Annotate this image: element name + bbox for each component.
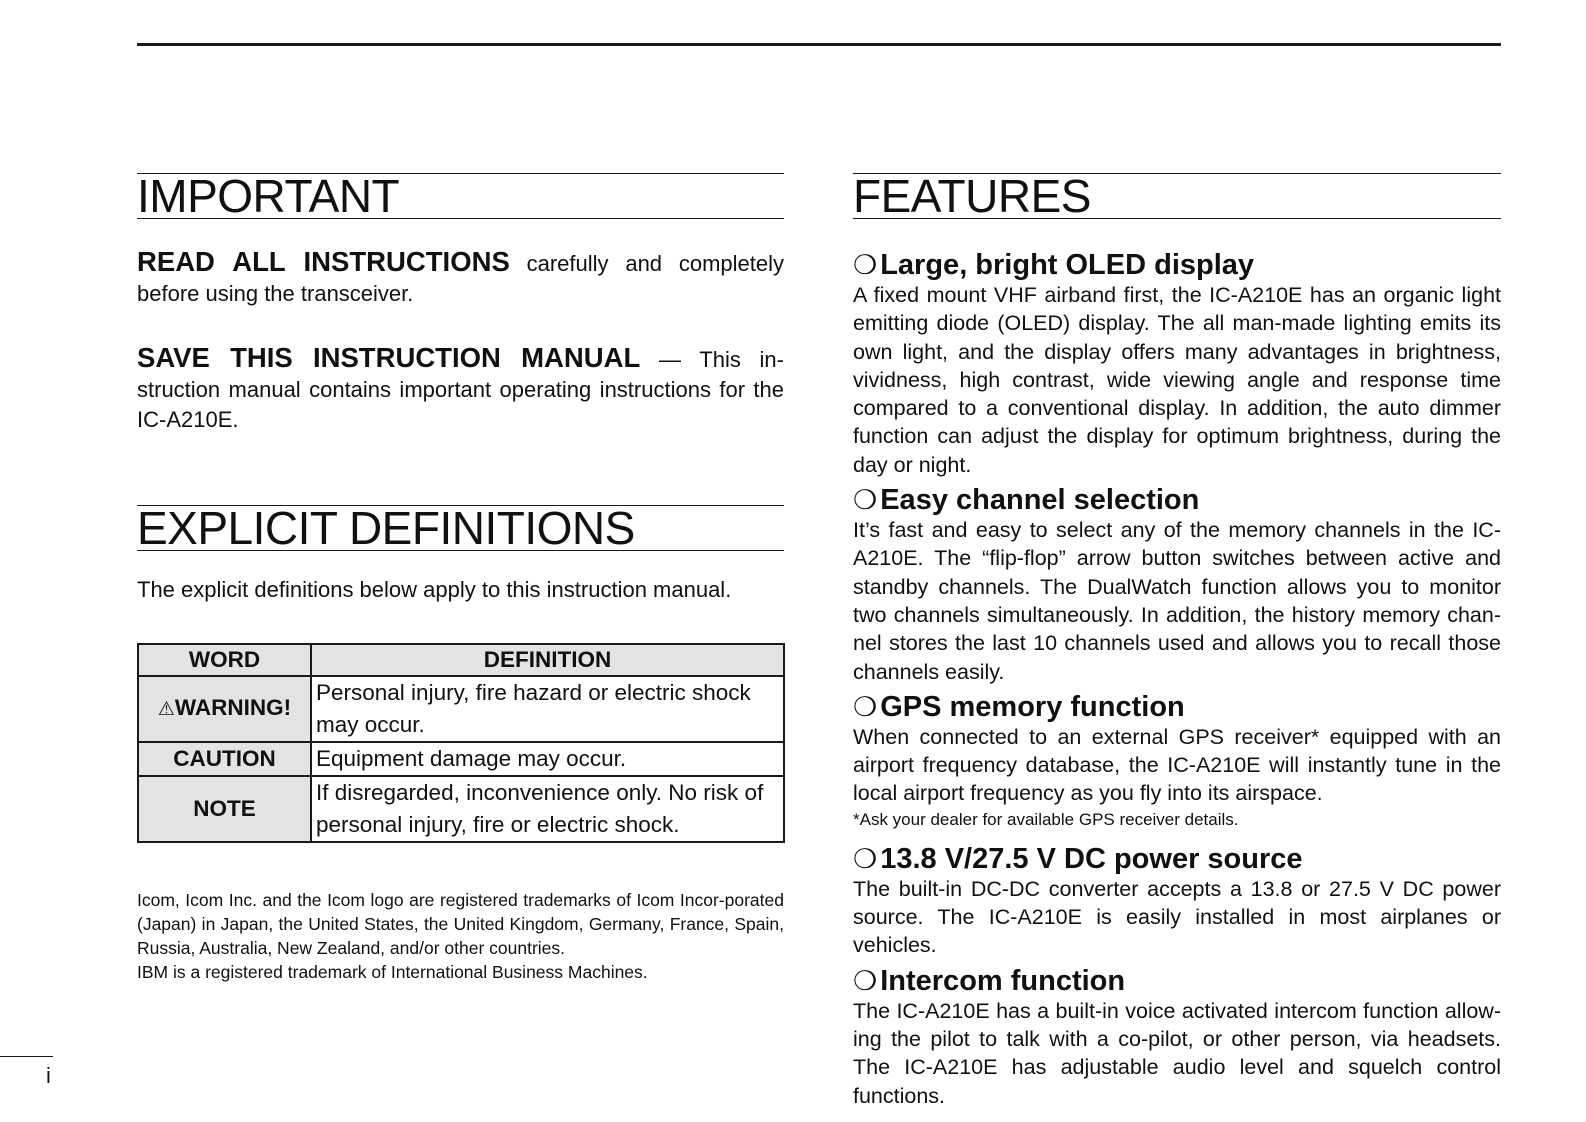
feature-heading-text: Large, bright OLED display — [880, 249, 1255, 281]
table-row-warning — [138, 676, 784, 742]
feature-body: A fixed mount VHF airband first, the IC-A210E has an organic light emitting diode (OLED) display. The all man-made lighting emits its own light, and the display offers many advantages in brightness, vividness, high contrast, wide viewing angle and response time compared to a conventional display. In addition, the auto dimmer function can adjust the display for optimum brightness, during the day or night. — [853, 283, 1501, 477]
feature-heading — [853, 691, 1501, 723]
feature-gps-memory — [853, 691, 1501, 831]
feature-body: The IC-A210E has a built-in voice activated intercom function allow-ing the pilot to talk with a co-pilot, or other person, via headsets. The IC-A210E has adjustable audio level and squelch control functions. — [853, 998, 1501, 1108]
feature-intercom — [853, 965, 1501, 1110]
feature-channel-selection — [853, 484, 1501, 686]
feature-body: It’s fast and easy to select any of the memory channels in the IC-A210E. The “flip-flop” arrow button switches between active and standby channels. The DualWatch function allows you to monitor two channels simultaneously. In addition, the history memory chan-nel stores the last 10 channels used and allows you to recall those channels easily. — [853, 518, 1501, 684]
trademark-icom: Icom, Icom Inc. and the Icom logo are registered trademarks of Icom Incor-porated (Japan) in Japan, the United States, the United Kingdom, Germany, France, Spain, Russia, Australia, New Zealand, and/or other countries. — [137, 890, 784, 958]
word-caution: CAUTION — [138, 742, 311, 776]
table-row-note — [138, 776, 784, 842]
feature-oled-display — [853, 249, 1501, 479]
feature-heading — [853, 965, 1501, 997]
left-column — [137, 170, 785, 984]
feature-body: When connected to an external GPS receiver* equipped with an airport frequency database, the IC-A210E will instantly tune in the local airport frequency as you fly into its airspace. — [853, 724, 1501, 806]
read-instructions-lead: READ ALL INSTRUCTIONS — [137, 246, 510, 277]
read-instructions-text: carefully and completely before using the transceiver. — [137, 251, 785, 306]
definitions-table-header-row — [138, 644, 784, 676]
explicit-definitions-title: EXPLICIT DEFINITIONS — [137, 505, 784, 551]
definition-column-header: DEFINITION — [311, 644, 784, 676]
page-number: i — [46, 1063, 51, 1088]
circle-bullet-icon: ❍ — [853, 843, 878, 874]
circle-bullet-icon: ❍ — [853, 250, 878, 280]
word-warning-label: WARNING! — [174, 695, 292, 720]
save-manual-lead: SAVE THIS INSTRUCTION MANUAL — [137, 342, 641, 373]
read-instructions-paragraph — [137, 247, 784, 309]
explicit-definitions-intro: The explicit definitions below apply to this instruction manual. — [137, 577, 732, 602]
definition-note: If disregarded, inconvenience only. No risk of personal injury, fire or electric shock. — [311, 776, 784, 842]
table-row-caution — [138, 742, 784, 776]
important-title: IMPORTANT — [137, 173, 784, 219]
definition-warning: Personal injury, fire hazard or electric shock may occur. — [311, 676, 784, 742]
save-manual-text: — This in-struction manual contains important operating instructions for the IC-A210E. — [137, 347, 784, 432]
footer-rule — [0, 1056, 53, 1057]
trademark-ibm: IBM is a registered trademark of International Business Machines. — [137, 962, 648, 982]
feature-body: The built-in DC-DC converter accepts a 13.8 or 27.5 V DC power source. The IC-A210E is easily installed in most airplanes or vehicles. — [853, 876, 1501, 958]
feature-heading-text: GPS memory function — [880, 690, 1185, 723]
circle-bullet-icon: ❍ — [853, 691, 878, 722]
word-column-header: WORD — [138, 644, 311, 676]
feature-heading-text: 13.8 V/27.5 V DC power source — [880, 842, 1303, 875]
top-rule — [137, 43, 1501, 46]
feature-heading-text: Intercom function — [880, 964, 1126, 997]
feature-heading — [853, 484, 1501, 516]
save-manual-paragraph — [137, 343, 784, 435]
feature-power-source — [853, 843, 1501, 960]
right-column — [853, 170, 1501, 1110]
features-title: FEATURES — [853, 173, 1501, 219]
circle-bullet-icon: ❍ — [853, 965, 878, 996]
definitions-table — [137, 643, 785, 843]
feature-heading — [853, 249, 1501, 281]
feature-heading-text: Easy channel selection — [880, 484, 1200, 517]
feature-footnote: *Ask your dealer for available GPS receiver details. — [853, 809, 1239, 829]
definition-caution: Equipment damage may occur. — [311, 742, 784, 776]
word-note: NOTE — [138, 776, 311, 842]
warning-triangle-icon: ⚠ — [157, 699, 175, 720]
feature-heading — [853, 843, 1501, 875]
word-warning — [138, 676, 311, 742]
circle-bullet-icon: ❍ — [853, 485, 878, 516]
trademark-notice — [137, 888, 784, 984]
